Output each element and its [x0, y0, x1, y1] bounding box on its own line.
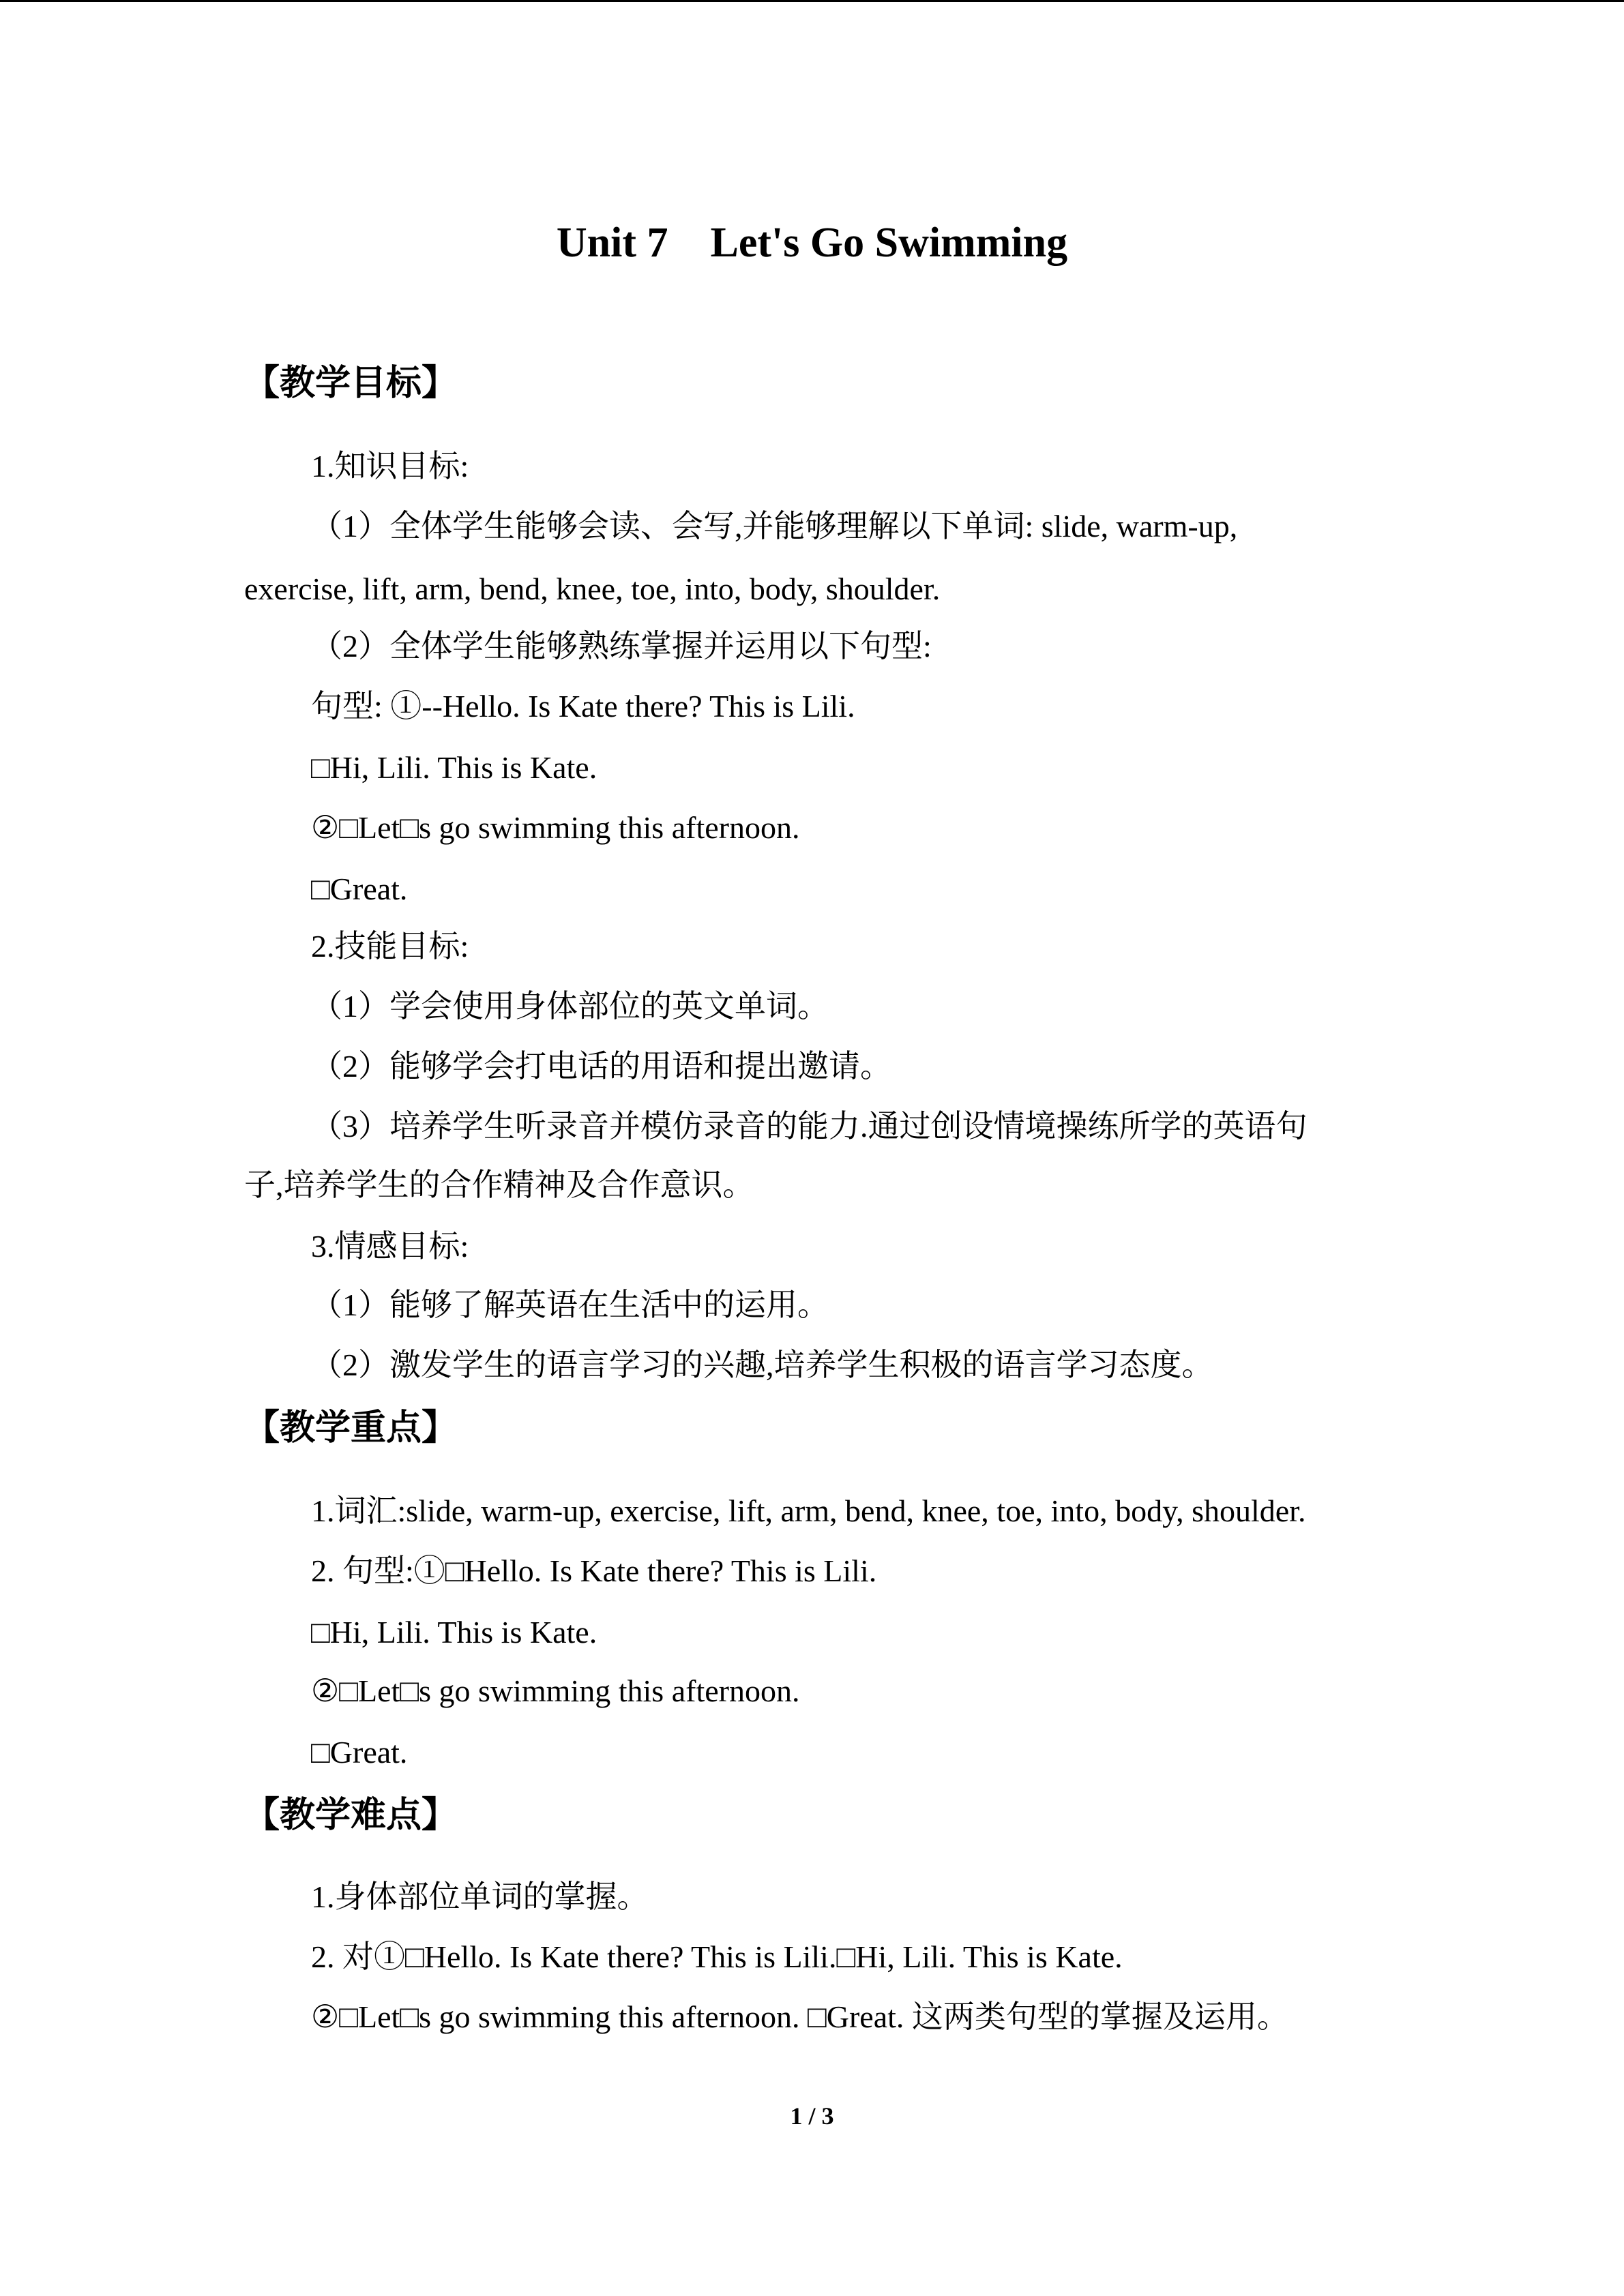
text-line: 3.情感目标: — [311, 1229, 469, 1264]
text-line: 句型: ①--Hello. Is Kate there? This is Lili. — [311, 689, 855, 724]
text-line: 1.知识目标: — [311, 449, 469, 483]
text-line: 2.技能目标: — [311, 929, 469, 964]
text-line: ②□Let□s go swimming this afternoon. □Great. 这两类句型的掌握及运用。 — [311, 1999, 1288, 2034]
text-line: exercise, lift, arm, bend, knee, toe, into, body, shoulder. — [244, 571, 941, 606]
text-line: 2. 句型:①□Hello. Is Kate there? This is Lili. — [311, 1553, 877, 1588]
document-title: Unit 7 Let's Go Swimming — [556, 220, 1068, 266]
section-heading-difficulties: 【教学难点】 — [244, 1796, 458, 1835]
text-line: （2）全体学生能够熟练掌握并运用以下句型: — [311, 629, 932, 664]
text-line: （1）全体学生能够会读、会写,并能够理解以下单词: slide, warm-up, — [311, 509, 1238, 543]
text-line: □Great. — [311, 1735, 408, 1770]
text-line: □Hi, Lili. This is Kate. — [311, 1615, 597, 1650]
page-number: 1 / 3 — [790, 2102, 834, 2130]
text-line: □Hi, Lili. This is Kate. — [311, 750, 597, 785]
text-line: 1.身体部位单词的掌握。 — [311, 1879, 649, 1914]
text-line: 1.词汇:slide, warm-up, exercise, lift, arm, bend, knee, toe, into, body, shoulder. — [311, 1493, 1306, 1528]
text-line: （2）能够学会打电话的用语和提出邀请。 — [311, 1049, 891, 1084]
text-line: ②□Let□s go swimming this afternoon. — [311, 1673, 800, 1708]
section-heading-key-points: 【教学重点】 — [244, 1409, 458, 1448]
text-line: 子,培养学生的合作精神及合作意识。 — [244, 1167, 754, 1202]
page-top-border — [0, 0, 1624, 2]
text-line: （3）培养学生听录音并模仿录音的能力.通过创设情境操练所学的英语句 — [311, 1109, 1308, 1144]
text-line: □Great. — [311, 871, 408, 906]
text-line: ②□Let□s go swimming this afternoon. — [311, 810, 800, 845]
section-heading-objectives: 【教学目标】 — [244, 364, 458, 403]
text-line: （2）激发学生的语言学习的兴趣,培养学生积极的语言学习态度。 — [311, 1347, 1213, 1382]
text-line: （1）能够了解英语在生活中的运用。 — [311, 1287, 829, 1322]
text-line: （1）学会使用身体部位的英文单词。 — [311, 989, 829, 1024]
text-line: 2. 对①□Hello. Is Kate there? This is Lili.□Hi, Lili. This is Kate. — [311, 1939, 1123, 1974]
